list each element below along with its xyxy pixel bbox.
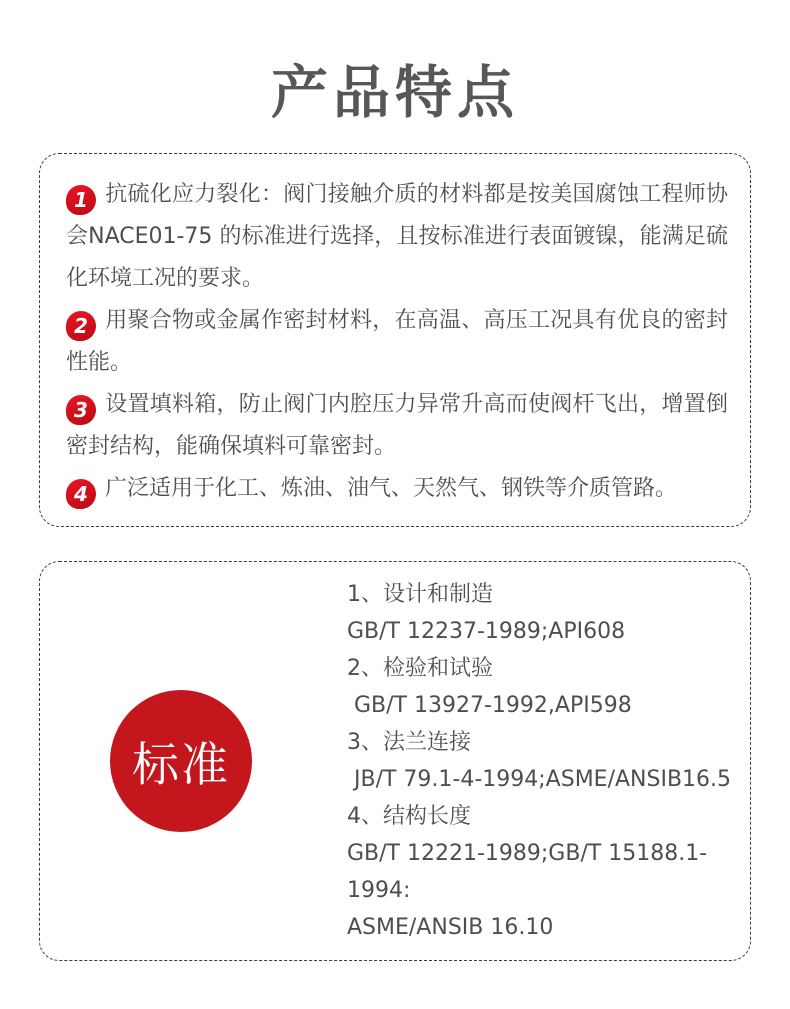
feature-item — [66, 174, 728, 300]
feature-item — [66, 468, 728, 510]
standards-list — [347, 562, 750, 960]
number-4-badge-icon: 4 — [66, 479, 96, 509]
standard-line: 3、法兰连接 — [347, 730, 471, 756]
page-title: 产品特点 — [271, 60, 519, 126]
standards-box — [39, 561, 751, 961]
standard-line: ASME/ANSIB 16.10 — [347, 915, 554, 941]
feature-text: 设置填料箱，防止阀门内腔压力异常升高而使阀杆飞出，增置倒密封结构，能确保填料可靠密封。 — [66, 392, 728, 460]
number-2-badge-icon: 2 — [66, 311, 96, 341]
standard-line: GB/T 12237-1989;API608 — [347, 619, 626, 645]
feature-text: 抗硫化应力裂化：阀门接触介质的材料都是按美国腐蚀工程师协会NACE01-75 的标准进行选择，且按标准进行表面镀镍，能满足硫化环境工况的要求。 — [66, 182, 728, 292]
number-1-badge-icon: 1 — [66, 185, 96, 215]
standard-line: 1、设计和制造 — [347, 582, 493, 608]
standard-line: GB/T 12221-1989;GB/T 15188.1-1994: — [347, 841, 708, 904]
feature-text: 用聚合物或金属作密封材料，在高温、高压工况具有优良的密封性能。 — [66, 308, 728, 376]
feature-text: 广泛适用于化工、炼油、油气、天然气、钢铁等介质管路。 — [105, 476, 678, 502]
number-3-badge-icon: 3 — [66, 395, 96, 425]
standard-circle-badge: 标准 — [110, 690, 252, 832]
standard-line: GB/T 13927-1992,API598 — [347, 693, 632, 719]
features-box — [39, 153, 751, 527]
feature-item — [66, 300, 728, 384]
standard-line: JB/T 79.1-4-1994;ASME/ANSIB16.5 — [347, 767, 732, 793]
standard-line: 4、结构长度 — [347, 804, 471, 830]
standard-line: 2、检验和试验 — [347, 656, 493, 682]
feature-item — [66, 384, 728, 468]
